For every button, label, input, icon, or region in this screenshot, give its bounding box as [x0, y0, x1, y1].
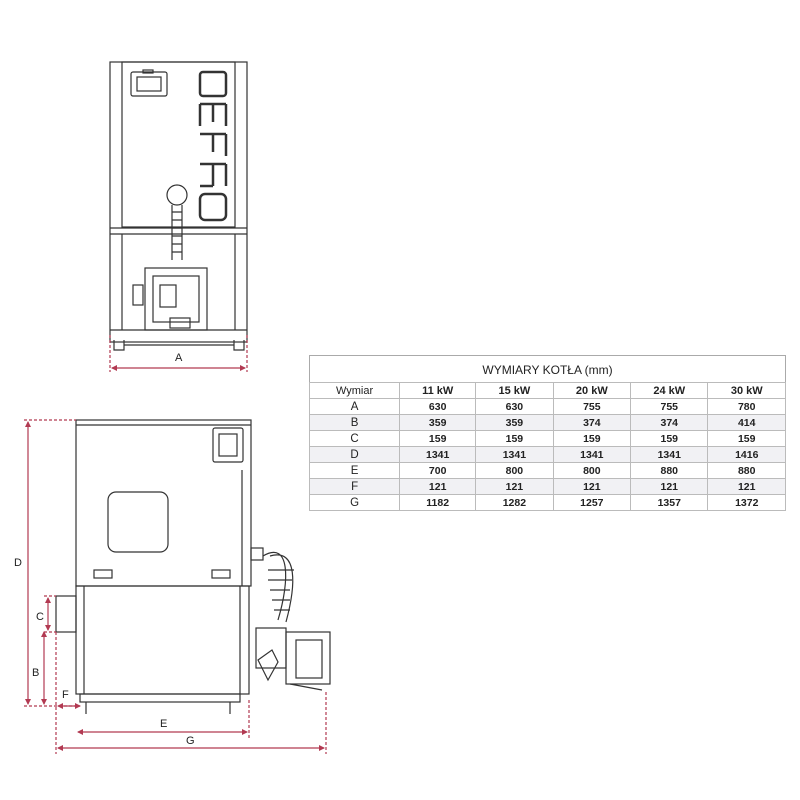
table-cell: 1372: [708, 495, 786, 511]
dimension-d: [24, 420, 80, 706]
table-cell: 755: [553, 399, 630, 415]
row-label: D: [310, 447, 400, 463]
front-view: [110, 62, 247, 350]
table-cell: 1341: [476, 447, 553, 463]
table-cell: 1282: [476, 495, 553, 511]
table-cell: 359: [476, 415, 553, 431]
table-row: [310, 399, 786, 415]
column-header: 15 kW: [476, 383, 553, 399]
table-cell: 121: [476, 479, 553, 495]
feed-pipe: [167, 185, 187, 260]
column-header: 11 kW: [400, 383, 476, 399]
side-view: [56, 420, 330, 714]
row-label: F: [310, 479, 400, 495]
dim-label-d: D: [14, 557, 22, 569]
table-title: WYMIARY KOTŁA (mm): [309, 355, 786, 382]
table-row: [310, 415, 786, 431]
table-cell: 374: [553, 415, 630, 431]
table-cell: 414: [708, 415, 786, 431]
table-cell: 755: [631, 399, 708, 415]
column-header-dimension: Wymiar: [310, 383, 400, 399]
table-cell: 630: [400, 399, 476, 415]
inspection-window: [108, 492, 168, 552]
table-cell: 800: [476, 463, 553, 479]
row-label: G: [310, 495, 400, 511]
table-cell: 121: [553, 479, 630, 495]
table-cell: 374: [631, 415, 708, 431]
table-cell: 359: [400, 415, 476, 431]
row-label: B: [310, 415, 400, 431]
dim-label-b: B: [32, 667, 40, 679]
table-cell: 121: [631, 479, 708, 495]
table-cell: 159: [400, 431, 476, 447]
table-cell: 1341: [400, 447, 476, 463]
table-cell: 159: [631, 431, 708, 447]
table-cell: 1182: [400, 495, 476, 511]
row-label: E: [310, 463, 400, 479]
table-cell: 159: [708, 431, 786, 447]
table-cell: 1257: [553, 495, 630, 511]
table-cell: 159: [476, 431, 553, 447]
table-cell: 121: [400, 479, 476, 495]
row-label: A: [310, 399, 400, 415]
table-cell: 1341: [553, 447, 630, 463]
column-header: 30 kW: [708, 383, 786, 399]
row-label: C: [310, 431, 400, 447]
dim-label-e: E: [160, 718, 168, 730]
table-header-row: [310, 383, 786, 399]
defro-logo: [200, 72, 226, 220]
table-cell: 1416: [708, 447, 786, 463]
table-row: [310, 479, 786, 495]
dim-label-g: G: [186, 735, 195, 747]
dimension-c: [44, 596, 56, 632]
table-cell: 159: [553, 431, 630, 447]
dimensions-table: [309, 355, 786, 511]
table-cell: 1341: [631, 447, 708, 463]
dim-label-f: F: [62, 689, 69, 701]
control-panel: [131, 72, 167, 96]
table-row: [310, 431, 786, 447]
table-cell: 700: [400, 463, 476, 479]
table-row: [310, 447, 786, 463]
table-row: [310, 495, 786, 511]
table-row: [310, 463, 786, 479]
table-cell: 121: [708, 479, 786, 495]
column-header: 24 kW: [631, 383, 708, 399]
table-cell: 880: [708, 463, 786, 479]
table-cell: 880: [631, 463, 708, 479]
table-cell: 630: [476, 399, 553, 415]
table-cell: 1357: [631, 495, 708, 511]
dim-label-a: A: [175, 352, 183, 364]
table-cell: 800: [553, 463, 630, 479]
dim-label-c: C: [36, 611, 44, 623]
table-cell: 780: [708, 399, 786, 415]
column-header: 20 kW: [553, 383, 630, 399]
